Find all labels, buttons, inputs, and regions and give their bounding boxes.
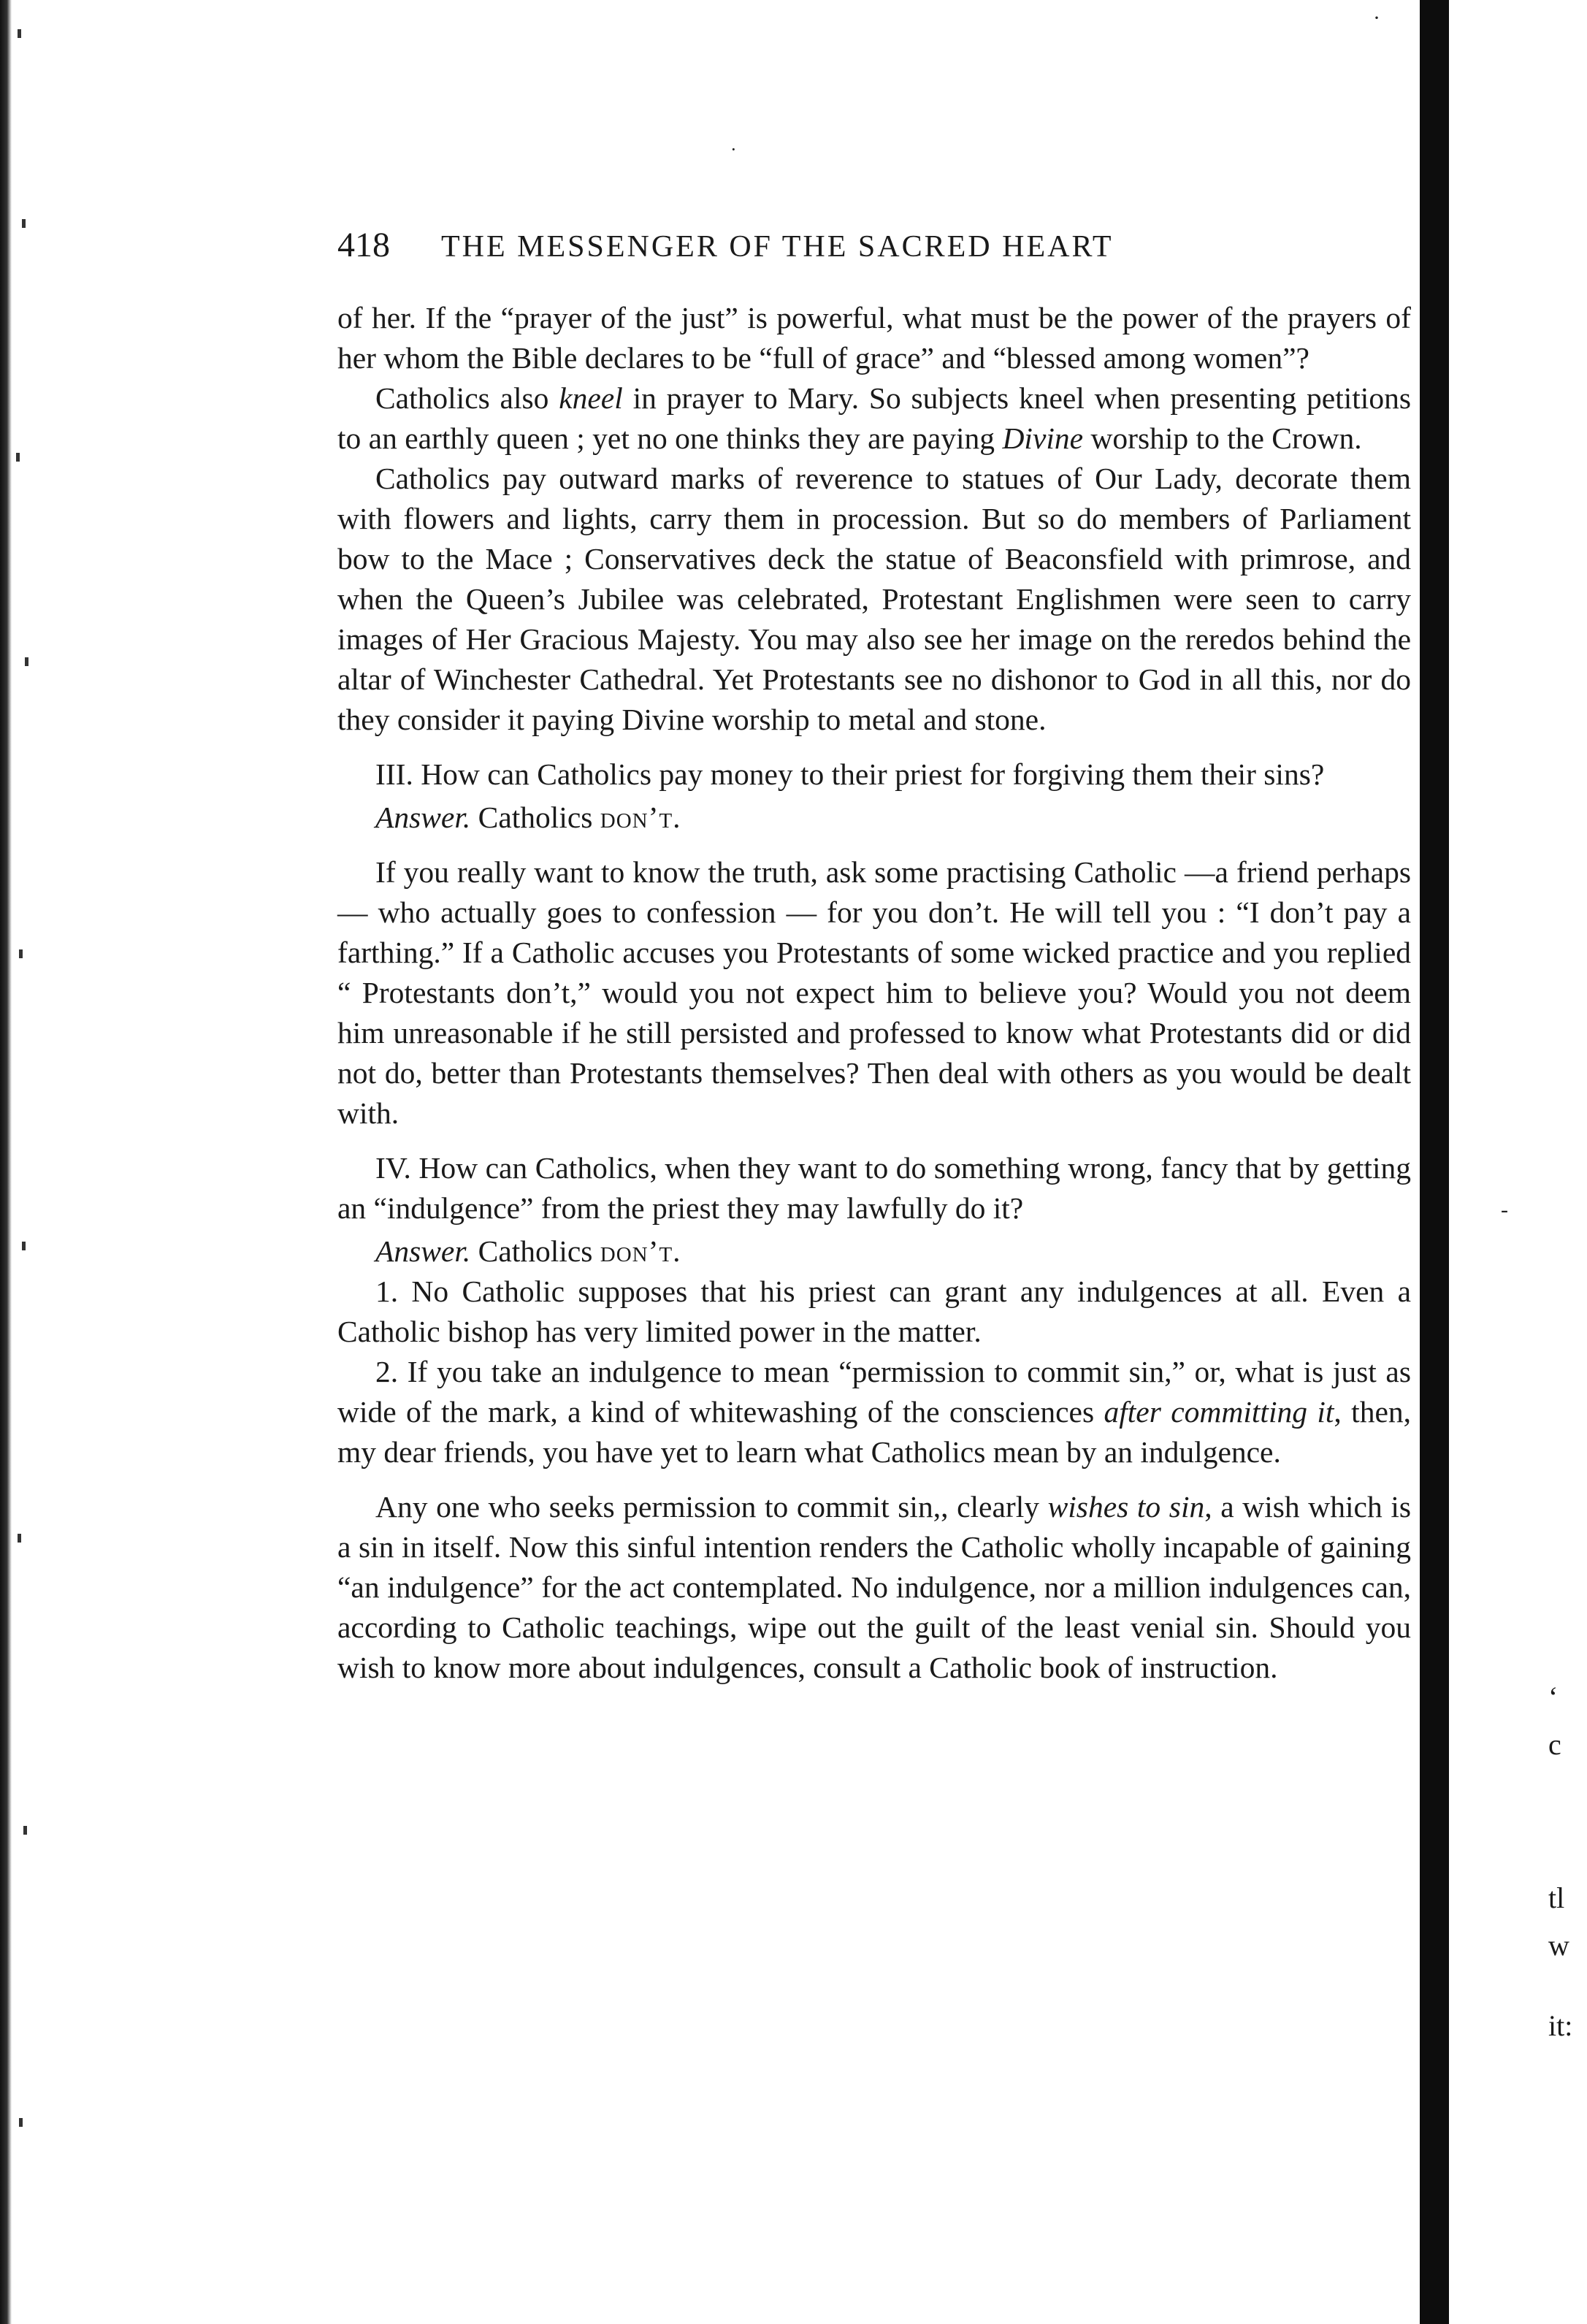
numbered-item: 1. No Catholic supposes that his priest can grant any indulgences at all. Even a Catholic bishop has very limited power in the matter. bbox=[337, 1274, 1411, 1348]
margin-fragment: c bbox=[1548, 1728, 1561, 1761]
scan-speck bbox=[25, 657, 28, 666]
paragraph: Catholics pay outward marks of reverence to statues of Our Lady, decorate them with flowers and lights, carry them in procession. But so do members of Parliament bow to the Mace ; Conservatives deck the statue of Beaconsfield with primrose, and when the Queen’s Jubilee was celebrated, Protestant Englishmen were seen to carry images of Her Gracious Majesty. You may also see her image on the reredos behind the altar of Winchester Cathedral. Yet Protestants see no dishonor to God in all this, nor do they consider it paying Divine worship to metal and stone. bbox=[337, 462, 1411, 736]
scan-speck: - bbox=[1501, 1198, 1508, 1222]
answer-line: Answer. Catholics don’t. bbox=[375, 1234, 681, 1268]
margin-fragment: it: bbox=[1548, 2009, 1573, 2042]
paragraph: Catholics also kneel in prayer to Mary. So subjects kneel when presenting petitions to an earthly queen ; yet no one thinks they are paying Divine worship to the Crown. bbox=[337, 381, 1411, 455]
margin-fragment: ‘ bbox=[1548, 1681, 1559, 1713]
running-title: THE MESSENGER OF THE SACRED HEART bbox=[441, 230, 1114, 264]
scan-speck bbox=[22, 1242, 26, 1250]
scan-speck bbox=[23, 1826, 27, 1835]
scan-speck bbox=[16, 453, 20, 462]
scan-speck bbox=[18, 1534, 21, 1543]
margin-fragment: tl bbox=[1548, 1881, 1565, 1914]
binding-edge bbox=[0, 0, 12, 2324]
paragraph: Any one who seeks permission to commit sin,, clearly wishes to sin, a wish which is a sin in itself. Now this sinful intention renders the Catholic wholly incapable of gaining “an indulgence” for the act contemplated. No indulgence, nor a million indulgences can, according to Catholic teachings, wipe out the guilt of the least venial sin. Should you wish to know more about indulgences, consult a Catholic book of instruction. bbox=[337, 1490, 1412, 1684]
page-number: 418 bbox=[337, 226, 390, 264]
scan-speck: · bbox=[730, 139, 737, 160]
scan-speck bbox=[18, 29, 21, 38]
scan-speck bbox=[19, 949, 23, 958]
page-header bbox=[337, 225, 1272, 265]
scan-speck bbox=[22, 219, 26, 228]
scan-speck: · bbox=[1373, 6, 1380, 30]
paragraph: of her. If the “prayer of the just” is powerful, what must be the power of the prayers of her whom the Bible declares to be “full of grace” and “blessed among women”? bbox=[337, 301, 1411, 375]
answer-line: Answer. Catholics don’t. bbox=[375, 800, 681, 834]
scan-speck bbox=[19, 2118, 23, 2127]
scan-edge-bar bbox=[1420, 0, 1449, 2324]
question-heading: III. How can Catholics pay money to their priest for forgiving them their sins? bbox=[375, 757, 1325, 791]
question-heading: IV. How can Catholics, when they want to do something wrong, fancy that by getting an “indulgence” from the priest they may lawfully do it? bbox=[337, 1151, 1411, 1225]
numbered-item: 2. If you take an indulgence to mean “permission to commit sin,” or, what is just as wide of the mark, a kind of whitewashing of the consciences after committing it, then, my dear friends, you have yet to learn what Catholics mean by an indulgence. bbox=[337, 1355, 1412, 1469]
article-body bbox=[337, 298, 1411, 1688]
paragraph: If you really want to know the truth, ask some practising Catholic —a friend perhaps — who actually goes to confession — for you don’t. He will tell you : “I don’t pay a farthing.” If a Catholic accuses you Protestants of some wicked practice and you replied “ Protestants don’t,” would you not expect him to believe you? Would you not deem him unreasonable if he still persisted and professed to know what Protestants did or did not do, better than Protestants themselves? Then deal with others as you would be dealt with. bbox=[337, 855, 1411, 1130]
margin-fragment: w bbox=[1548, 1929, 1569, 1962]
